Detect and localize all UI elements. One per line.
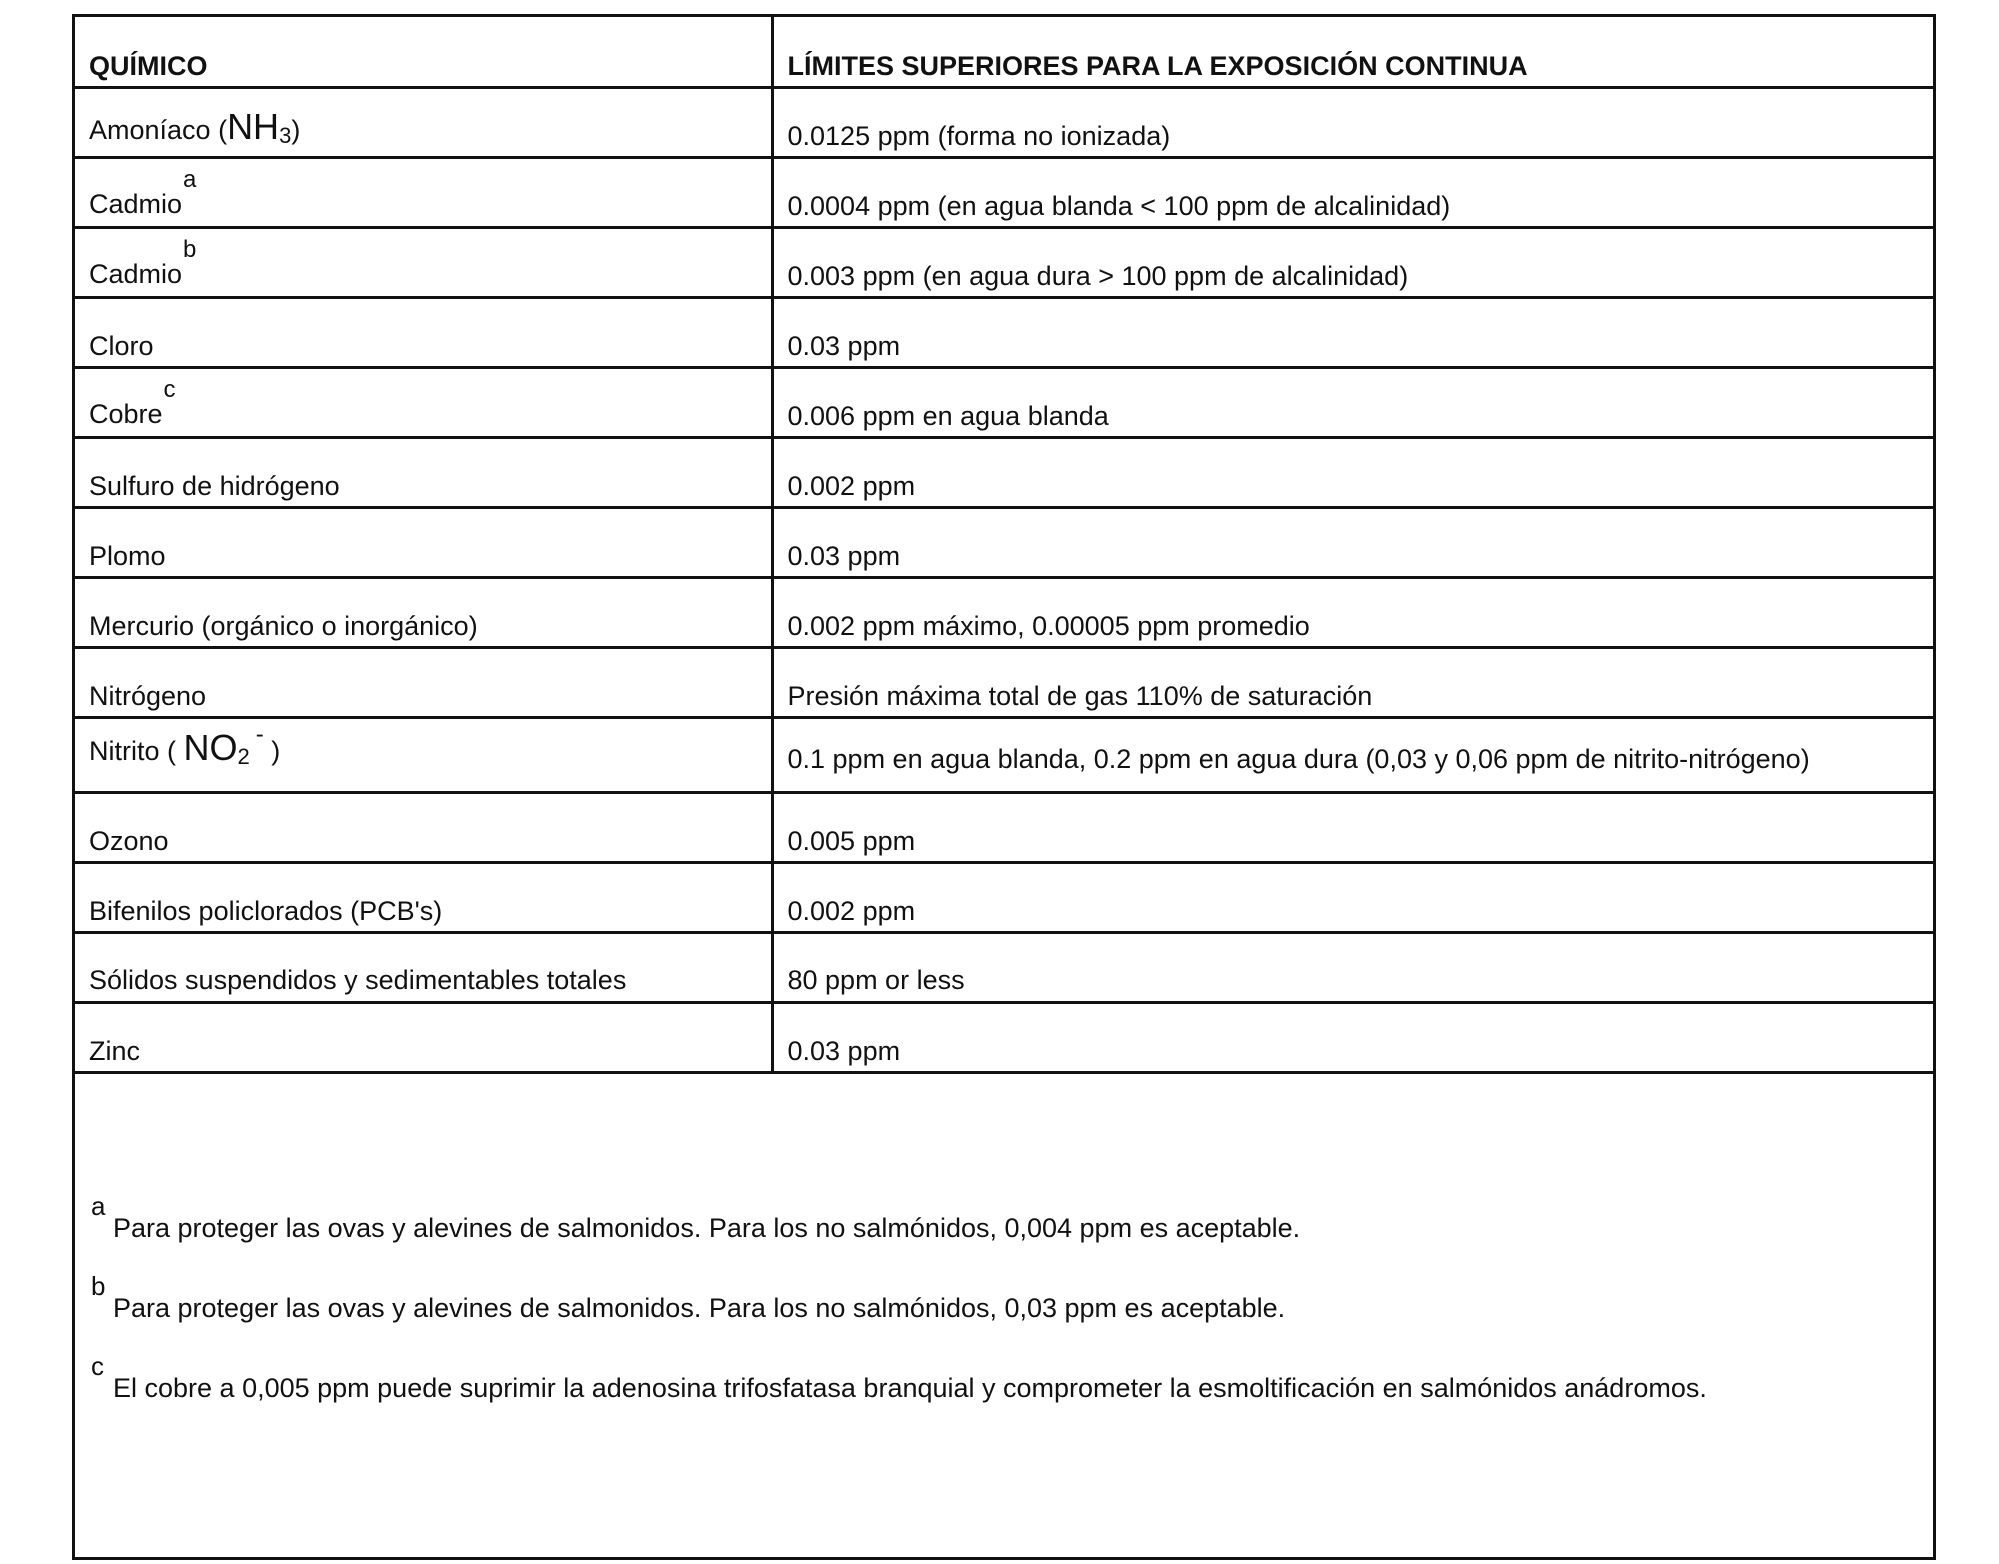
limit-cell: 0.005 ppm bbox=[772, 792, 1933, 862]
footnote-text: Para proteger las ovas y alevines de salmonidos. Para los no salmónidos, 0,004 ppm es aceptable. bbox=[113, 1213, 1301, 1243]
limit-cell: 0.1 ppm en agua blanda, 0.2 ppm en agua dura (0,03 y 0,06 ppm de nitrito-nitrógeno) bbox=[772, 717, 1933, 792]
formula-close: ) bbox=[291, 114, 301, 145]
exposure-limits-table bbox=[75, 17, 1933, 1074]
chemical-cell bbox=[75, 227, 772, 297]
chemical-cell: Bifenilos policlorados (PCB's) bbox=[75, 862, 772, 932]
table-row bbox=[75, 227, 1933, 297]
limit-cell: 0.0125 ppm (forma no ionizada) bbox=[772, 87, 1933, 157]
document-sheet bbox=[72, 14, 1936, 1560]
chemical-formula: NO bbox=[183, 727, 238, 768]
chemical-cell: Plomo bbox=[75, 507, 772, 577]
table-row bbox=[75, 437, 1933, 507]
chemical-name: Amoníaco ( bbox=[89, 114, 228, 145]
footnote bbox=[91, 1271, 1917, 1351]
footnote-mark: a bbox=[91, 1191, 106, 1221]
chemical-cell: Ozono bbox=[75, 792, 772, 862]
limit-cell: 0.003 ppm (en agua dura > 100 ppm de alcalinidad) bbox=[772, 227, 1933, 297]
limit-cell: 0.006 ppm en agua blanda bbox=[772, 367, 1933, 437]
chemical-cell: Nitrógeno bbox=[75, 647, 772, 717]
chemical-name: Cobre bbox=[89, 398, 163, 429]
table-row bbox=[75, 157, 1933, 227]
chemical-name: Nitrito ( bbox=[89, 736, 184, 766]
table-header-row bbox=[75, 17, 1933, 87]
footnote-ref: c bbox=[163, 375, 176, 403]
footnote-text: El cobre a 0,005 ppm puede suprimir la adenosina trifosfatasa branquial y comprometer la esmoltificación en salmónidos anádromos. bbox=[113, 1373, 1707, 1403]
footnotes bbox=[91, 1191, 1917, 1431]
chemical-cell bbox=[75, 157, 772, 227]
chemical-cell: Sólidos suspendidos y sedimentables totales bbox=[75, 932, 772, 1002]
footnote-text: Para proteger las ovas y alevines de salmonidos. Para los no salmónidos, 0,03 ppm es aceptable. bbox=[113, 1293, 1286, 1323]
table-row bbox=[75, 792, 1933, 862]
limit-cell: 0.002 ppm bbox=[772, 862, 1933, 932]
limit-cell: Presión máxima total de gas 110% de saturación bbox=[772, 647, 1933, 717]
table-row bbox=[75, 367, 1933, 437]
chemical-name: Cadmio bbox=[89, 188, 183, 219]
formula-charge: - bbox=[255, 721, 264, 748]
footnote-mark: b bbox=[91, 1271, 106, 1301]
chemical-cell bbox=[75, 87, 772, 157]
header-chemical: QUÍMICO bbox=[75, 17, 772, 87]
formula-subscript: 3 bbox=[279, 122, 292, 148]
table-row bbox=[75, 1002, 1933, 1072]
chemical-cell: Sulfuro de hidrógeno bbox=[75, 437, 772, 507]
table-row bbox=[75, 577, 1933, 647]
table-row bbox=[75, 862, 1933, 932]
footnote-ref: a bbox=[183, 165, 197, 193]
limit-cell: 0.03 ppm bbox=[772, 297, 1933, 367]
footnote-mark: c bbox=[91, 1351, 104, 1381]
table-row bbox=[75, 932, 1933, 1002]
footnote-ref: b bbox=[183, 235, 197, 263]
formula-subscript: 2 bbox=[237, 744, 250, 769]
footnote bbox=[91, 1191, 1917, 1271]
limit-cell: 0.03 ppm bbox=[772, 507, 1933, 577]
footnote bbox=[91, 1351, 1917, 1431]
limit-cell: 80 ppm or less bbox=[772, 932, 1933, 1002]
formula-close: ) bbox=[263, 736, 281, 766]
limit-cell: 0.002 ppm máximo, 0.00005 ppm promedio bbox=[772, 577, 1933, 647]
table-row bbox=[75, 297, 1933, 367]
chemical-name: Cadmio bbox=[89, 258, 183, 289]
limit-cell: 0.0004 ppm (en agua blanda < 100 ppm de alcalinidad) bbox=[772, 157, 1933, 227]
table-row bbox=[75, 717, 1933, 792]
table-row bbox=[75, 647, 1933, 717]
limit-cell: 0.03 ppm bbox=[772, 1002, 1933, 1072]
chemical-cell bbox=[75, 717, 772, 792]
table-row bbox=[75, 507, 1933, 577]
chemical-formula: NH bbox=[227, 105, 280, 147]
header-limits: LÍMITES SUPERIORES PARA LA EXPOSICIÓN CONTINUA bbox=[772, 17, 1933, 87]
chemical-cell: Zinc bbox=[75, 1002, 772, 1072]
table-row bbox=[75, 87, 1933, 157]
chemical-cell: Cloro bbox=[75, 297, 772, 367]
chemical-cell: Mercurio (orgánico o inorgánico) bbox=[75, 577, 772, 647]
chemical-cell bbox=[75, 367, 772, 437]
limit-cell: 0.002 ppm bbox=[772, 437, 1933, 507]
